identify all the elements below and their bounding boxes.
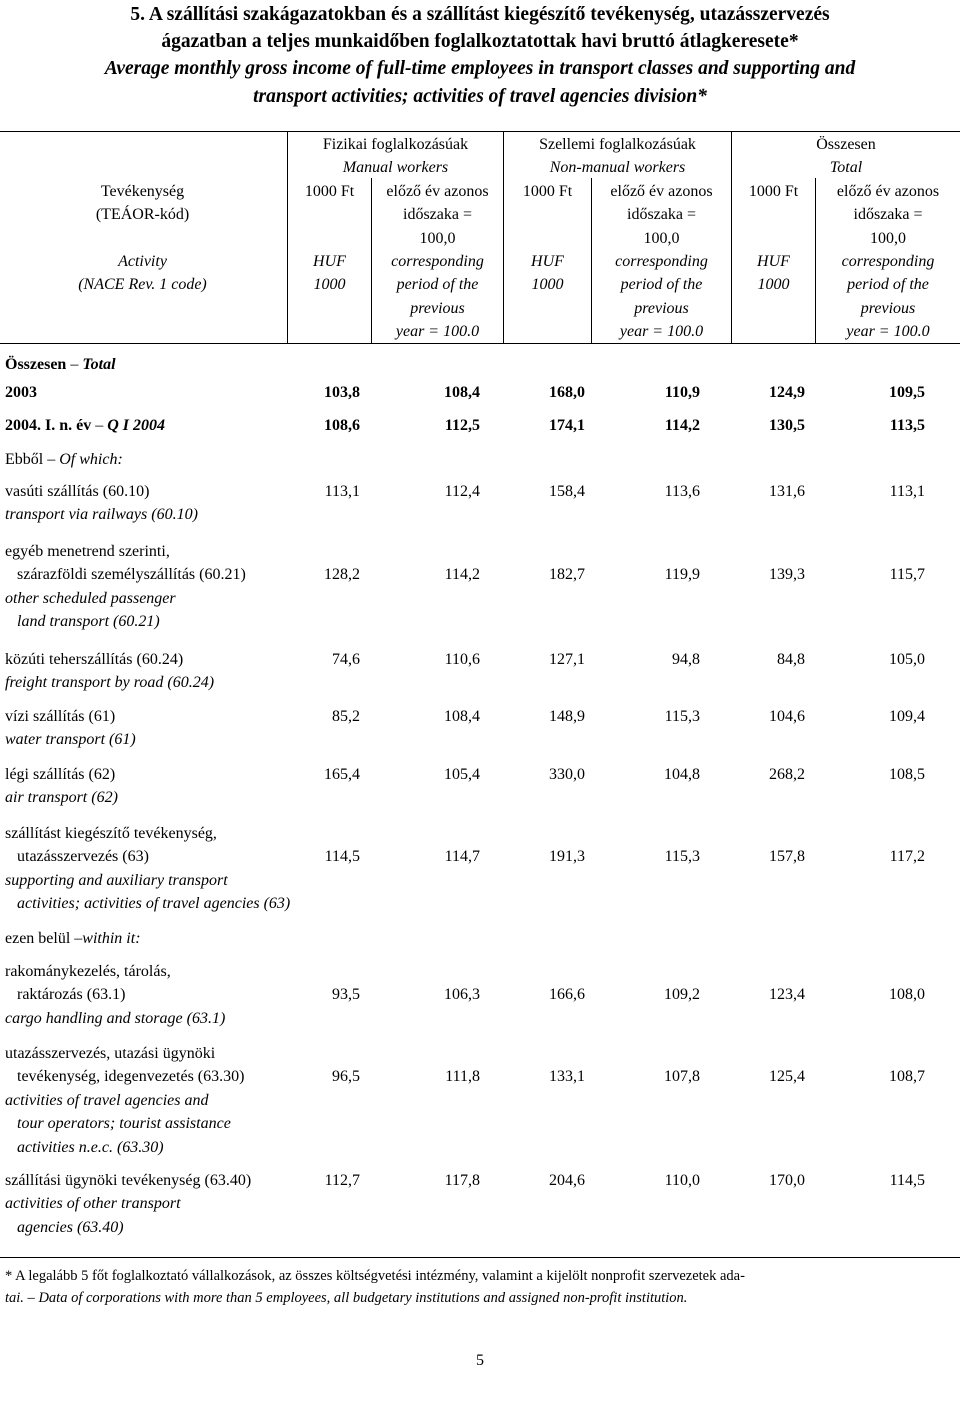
activity-label-hu: utazásszervezés (63) xyxy=(5,848,149,866)
cell-nonmanual-index: 104,8 xyxy=(664,766,700,783)
subheader-index-en: corresponding xyxy=(391,253,484,270)
cell-manual-index: 110,6 xyxy=(444,651,480,668)
within-hu: ezen belül xyxy=(5,930,71,947)
subheader-index-en: previous xyxy=(860,300,916,317)
group-header-nonmanual-en: Non-manual workers xyxy=(549,159,686,176)
cell-manual-ft: 103,8 xyxy=(324,384,360,401)
subheader-ft-en: HUF xyxy=(531,253,564,270)
within-label xyxy=(5,927,141,950)
of-which-hu: Ebből xyxy=(5,451,44,468)
cell-total-ft: 104,6 xyxy=(769,708,805,725)
cell-nonmanual-ft: 133,1 xyxy=(549,1068,585,1086)
header-activity-code-hu: (TEÁOR-kód) xyxy=(95,206,190,223)
of-which-dash: – xyxy=(47,451,56,468)
activity-label-hu: egyéb menetrend szerinti, xyxy=(5,543,170,560)
cell-manual-index: 106,3 xyxy=(444,986,480,1004)
cell-nonmanual-ft: 127,1 xyxy=(549,651,585,668)
cell-manual-index: 112,4 xyxy=(444,483,480,500)
subheader-ft-hu: 1000 Ft xyxy=(522,183,573,200)
cell-total-index: 113,5 xyxy=(889,417,925,434)
activity-label-hu: utazásszervezés, utazási ügynöki xyxy=(5,1045,216,1062)
activity-label-hu: tevékenység, idegenvezetés (63.30) xyxy=(5,1068,245,1086)
activity-label-en: cargo handling and storage (63.1) xyxy=(5,1009,226,1027)
cell-total-index: 109,5 xyxy=(889,384,925,401)
activity-label-hu: szállítást kiegészítő tevékenység, xyxy=(5,825,217,842)
cell-nonmanual-index: 94,8 xyxy=(672,651,700,668)
cell-nonmanual-index: 110,0 xyxy=(664,1172,700,1189)
group-header-total-hu: Összesen xyxy=(816,136,876,153)
cell-total-index: 108,5 xyxy=(889,766,925,783)
section-total-en: Total xyxy=(82,356,116,373)
cell-total-ft: 125,4 xyxy=(769,1068,805,1086)
title-hu-line1: 5. A szállítási szakágazatokban és a szállítást kiegészítő tevékenység, utazásszervezés xyxy=(130,4,830,25)
subheader-ft-en: HUF xyxy=(757,253,790,270)
subheader-ft-en-unit: 1000 xyxy=(531,276,564,293)
cell-manual-ft: 96,5 xyxy=(332,1068,360,1086)
cell-total-index: 105,0 xyxy=(889,651,925,668)
cell-nonmanual-ft: 182,7 xyxy=(549,566,585,584)
subheader-index-hu: időszaka = xyxy=(627,206,696,223)
subheader-index-en: previous xyxy=(410,300,465,317)
cell-total-index: 109,4 xyxy=(889,708,925,725)
cell-manual-index: 105,4 xyxy=(444,766,480,783)
title-en-line1: Average monthly gross income of full-time employees in transport classes and supporting and xyxy=(104,58,856,79)
activity-label-hu: közúti teherszállítás (60.24) xyxy=(5,651,184,668)
header-activity-hu: Tevékenység xyxy=(100,183,185,200)
cell-manual-index: 111,8 xyxy=(445,1068,480,1086)
cell-manual-ft: 74,6 xyxy=(332,651,360,668)
cell-manual-ft: 114,5 xyxy=(324,848,360,866)
subheader-index-hu: 100,0 xyxy=(643,230,680,247)
cell-total-ft: 84,8 xyxy=(777,651,805,668)
subheader-index-en: previous xyxy=(634,300,689,317)
cell-nonmanual-ft: 158,4 xyxy=(549,483,585,500)
activity-label-hu: légi szállítás (62) xyxy=(5,766,116,783)
subheader-index-hu: 100,0 xyxy=(870,230,906,247)
subheader-ft-en: HUF xyxy=(313,253,346,270)
footnote-en: Data of corporations with more than 5 employees, all budgetary institutions and assigned non-profit institution. xyxy=(34,1290,688,1306)
cell-manual-ft: 113,1 xyxy=(324,483,360,500)
cell-total-ft: 157,8 xyxy=(769,848,805,866)
cell-nonmanual-index: 107,8 xyxy=(664,1068,700,1086)
cell-nonmanual-ft: 204,6 xyxy=(549,1172,585,1189)
group-header-total-en: Total xyxy=(829,159,863,176)
cell-total-ft: 170,0 xyxy=(769,1172,805,1189)
cell-nonmanual-ft: 166,6 xyxy=(549,986,585,1004)
cell-nonmanual-index: 119,9 xyxy=(664,566,700,584)
header-activity-en: Activity xyxy=(118,253,167,270)
activity-label-hu: vasúti szállítás (60.10) xyxy=(5,483,150,500)
activity-label-hu: vízi szállítás (61) xyxy=(5,708,116,725)
cell-total-index: 108,0 xyxy=(889,986,925,1004)
cell-total-ft: 123,4 xyxy=(769,986,805,1004)
cell-manual-ft: 128,2 xyxy=(324,566,360,584)
cell-manual-ft: 165,4 xyxy=(324,766,360,783)
activity-label-en: air transport (62) xyxy=(5,789,118,807)
activity-label-en: agencies (63.40) xyxy=(5,1218,124,1236)
activity-label-hu: szárazföldi személyszállítás (60.21) xyxy=(5,566,246,584)
subheader-index-hu: előző év azonos xyxy=(610,183,713,200)
cell-total-ft: 124,9 xyxy=(769,384,805,401)
cell-total-ft: 131,6 xyxy=(769,483,805,500)
subheader-index-hu: 100,0 xyxy=(419,230,456,247)
subheader-index-en: period of the xyxy=(847,276,929,293)
cell-nonmanual-ft: 330,0 xyxy=(549,766,585,783)
activity-label-en: activities of travel agencies and xyxy=(5,1091,209,1109)
footnote-line2 xyxy=(5,1287,687,1309)
title-hu-line2: ágazatban a teljes munkaidőben foglalkoztatottak havi bruttó átlagkeresete* xyxy=(161,31,799,52)
cell-manual-index: 117,8 xyxy=(444,1172,480,1189)
section-total-label xyxy=(5,353,116,376)
cell-total-ft: 130,5 xyxy=(769,417,805,434)
cell-nonmanual-ft: 174,1 xyxy=(549,417,585,434)
cell-total-index: 113,1 xyxy=(889,483,925,500)
page-number: 5 xyxy=(476,1352,484,1369)
cell-nonmanual-index: 115,3 xyxy=(664,708,700,725)
footnote-hu-end: tai. – xyxy=(5,1290,35,1306)
cell-nonmanual-index: 114,2 xyxy=(664,417,700,434)
cell-nonmanual-ft: 168,0 xyxy=(549,384,585,401)
cell-nonmanual-index: 109,2 xyxy=(664,986,700,1004)
subheader-index-hu: előző év azonos xyxy=(386,183,489,200)
group-header-manual-en: Manual workers xyxy=(342,159,449,176)
subheader-ft-hu: 1000 Ft xyxy=(748,183,799,200)
subheader-index-hu: időszaka = xyxy=(853,206,923,223)
subheader-index-en: year = 100.0 xyxy=(395,323,480,340)
row-label-dash: – xyxy=(95,417,104,434)
subheader-index-hu: időszaka = xyxy=(403,206,472,223)
subheader-index-en: period of the xyxy=(620,276,703,293)
within-en: –within it: xyxy=(74,930,141,947)
section-total-hu: Összesen xyxy=(5,356,67,373)
row-label-2004-q1-hu: 2004. I. n. év xyxy=(5,417,92,434)
subheader-index-en: year = 100.0 xyxy=(846,323,930,340)
activity-label-en: activities; activities of travel agencies (63) xyxy=(5,895,291,913)
subheader-index-hu: előző év azonos xyxy=(836,183,940,200)
activity-label-en: other scheduled passenger xyxy=(5,589,176,607)
cell-manual-ft: 112,7 xyxy=(324,1172,360,1189)
cell-nonmanual-index: 113,6 xyxy=(664,483,700,500)
of-which-label xyxy=(5,448,123,471)
cell-manual-ft: 93,5 xyxy=(332,986,360,1004)
cell-total-index: 115,7 xyxy=(889,566,925,584)
header-top-rule xyxy=(0,131,960,132)
section-dash: – xyxy=(70,356,79,373)
cell-nonmanual-ft: 148,9 xyxy=(549,708,585,725)
cell-total-ft: 268,2 xyxy=(769,766,805,783)
activity-label-hu: szállítási ügynöki tevékenység (63.40) xyxy=(5,1172,252,1189)
cell-manual-index: 114,2 xyxy=(444,566,480,584)
footnote-hu: * A legalább 5 főt foglalkoztató vállalkozások, az összes költségvetési intézmény, valamint a kijelölt nonprofit szervezetek ada- xyxy=(5,1268,745,1284)
subheader-index-en: year = 100.0 xyxy=(619,323,704,340)
activity-label-en: tour operators; tourist assistance xyxy=(5,1115,231,1133)
activity-label-en: freight transport by road (60.24) xyxy=(5,674,215,692)
group-header-nonmanual-hu: Szellemi foglalkozásúak xyxy=(539,136,696,153)
subheader-index-en: corresponding xyxy=(615,253,708,270)
subheader-ft-en-unit: 1000 xyxy=(757,276,790,293)
subheader-ft-en-unit: 1000 xyxy=(313,276,346,293)
group-header-manual-hu: Fizikai foglalkozásúak xyxy=(322,136,469,153)
cell-manual-ft: 108,6 xyxy=(324,417,360,434)
cell-total-ft: 139,3 xyxy=(769,566,805,584)
title-en-line2: transport activities; activities of travel agencies division* xyxy=(253,86,707,107)
cell-manual-index: 108,4 xyxy=(444,384,480,401)
row-label-2003: 2003 xyxy=(5,384,37,401)
footnote-rule xyxy=(0,1257,960,1258)
cell-total-index: 117,2 xyxy=(889,848,925,866)
cell-total-index: 108,7 xyxy=(889,1068,925,1086)
activity-label-en: activities of other transport xyxy=(5,1195,181,1213)
row-label-2004-q1 xyxy=(5,414,165,437)
activity-label-en: transport via railways (60.10) xyxy=(5,506,198,524)
cell-manual-ft: 85,2 xyxy=(332,708,360,725)
cell-nonmanual-index: 110,9 xyxy=(664,384,700,401)
activity-label-en: supporting and auxiliary transport xyxy=(5,871,228,889)
cell-total-index: 114,5 xyxy=(889,1172,925,1189)
subheader-ft-hu: 1000 Ft xyxy=(304,183,355,200)
cell-nonmanual-ft: 191,3 xyxy=(549,848,585,866)
subheader-index-en: corresponding xyxy=(841,253,935,270)
activity-label-hu: raktározás (63.1) xyxy=(5,986,126,1004)
cell-manual-index: 112,5 xyxy=(444,417,480,434)
activity-label-en: water transport (61) xyxy=(5,731,136,749)
cell-manual-index: 108,4 xyxy=(444,708,480,725)
activity-label-en: land transport (60.21) xyxy=(5,613,160,631)
header-activity-code-en: (NACE Rev. 1 code) xyxy=(78,276,207,293)
activity-label-hu: rakománykezelés, tárolás, xyxy=(5,963,171,980)
subheader-index-en: period of the xyxy=(396,276,479,293)
cell-manual-index: 114,7 xyxy=(444,848,480,866)
cell-nonmanual-index: 115,3 xyxy=(664,848,700,866)
row-label-2004-q1-en: Q I 2004 xyxy=(107,417,166,434)
of-which-en: Of which: xyxy=(59,451,123,468)
activity-label-en: activities n.e.c. (63.30) xyxy=(5,1138,164,1156)
